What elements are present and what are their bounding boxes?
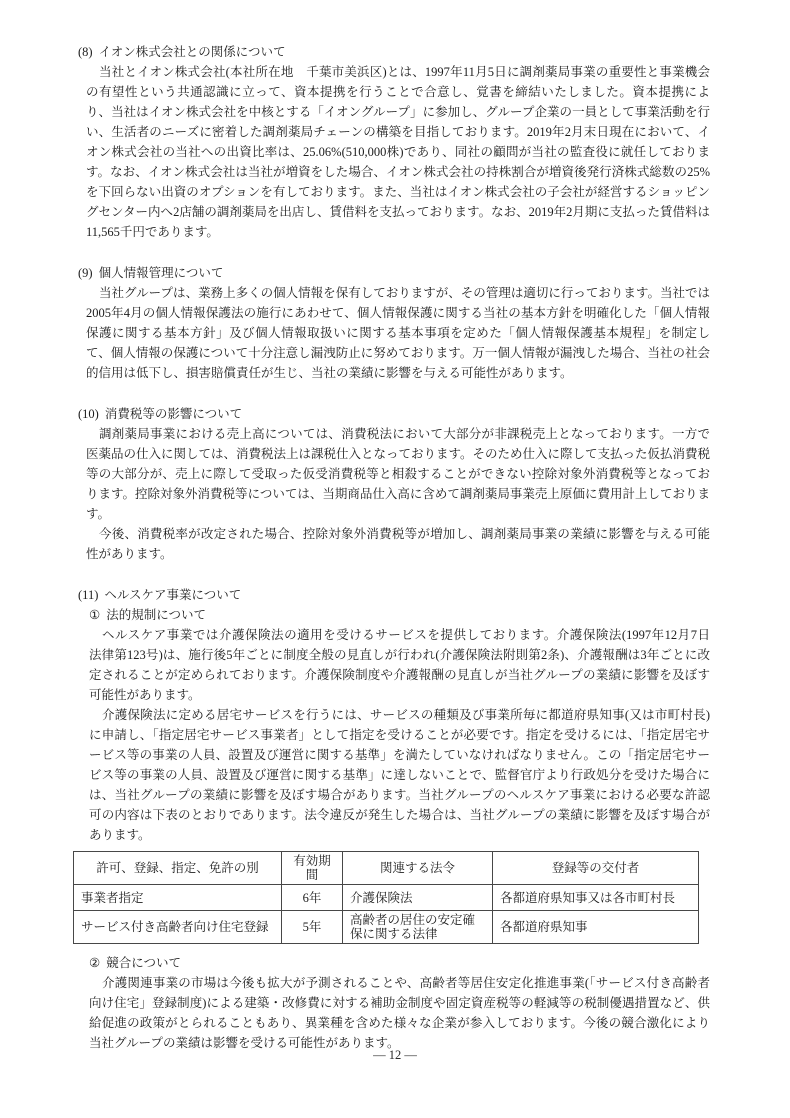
section-heading [78,404,710,424]
table-cell: 高齢者の居住の安定確保に関する法律 [343,911,493,944]
subsection-legal-regulation [89,605,723,845]
table-cell: 各都道府県知事 [493,911,699,944]
table-header-cell: 有効期間 [282,852,343,885]
subsection-title: 法的規制について [106,608,206,622]
table-cell: 介護保険法 [343,885,493,911]
section-10 [78,404,710,564]
subsection-heading [89,953,710,973]
paragraph: 調剤薬局事業における売上高については、消費税法において大部分が非課税売上となっております。一方で医薬品の仕入に関しては、消費税法上は課税仕入となっております。そのため仕入に際して支払った仮払消費税等の大部分が、売上に際して受取った仮受消費税等と相殺することができない控除対象外消費税等となっております。控除対象外消費税等については、当期商品仕入高に含めて調剤薬局事業売上原価に費用計上しております。 [86,427,711,521]
section-title: イオン株式会社との関係について [98,45,286,59]
section-marker: (9) [78,266,93,280]
section-11 [78,585,723,1053]
table-cell: 事業者指定 [74,885,282,911]
paragraph: 介護関連事業の市場は今後も拡大が予測されることや、高齢者等居住安定化推進事業(「サービス付き高齢者向け住宅」登録制度)による建築・改修費に対する補助金制度や固定資産税等の軽減等の税制優遇措置など、供給促進の政策がとられることもあり、異業種を含めた様々な企業が参入しております。今後の競合激化により当社グループの業績は影響を受ける可能性があります。 [89,976,710,1050]
section-title: 個人情報管理について [98,266,224,280]
section-heading [78,263,710,283]
paragraph: 当社とイオン株式会社(本社所在地 千葉市美浜区)とは、1997年11月5日に調剤薬局事業の重要性と事業機会の有望性という共通認識に立って、資本提携を行うことで合意し、覚書を締結いたしました。資本提携により、当社はイオン株式会社を中核とする「イオングループ」に参加し、グループ企業の一員として事業活動を行い、生活者のニーズに密着した調剤薬局チェーンの構築を目指しております。2019年2月末日現在において、イオン株式会社の当社への出資比率は、25.06%(510,000株)であり、同社の顧問が当社の監査役に就任しております。なお、イオン株式会社は当社が増資をした場合、イオン株式会社の持株割合が増資後発行済株式総数の25%を下回らない出資のオプションを有しております。また、当社はイオン株式会社の子会社が経営するショッピングセンター内へ2店舗の調剤薬局を出店し、賃借料を支払っております。なお、2019年2月期に支払った賃借料は11,565千円であります。 [86,65,710,239]
table-header-cell: 関連する法令 [343,852,493,885]
section-8 [78,42,710,242]
subsection-title: 競合について [106,956,181,970]
page-content [78,42,723,1053]
table-cell: 6年 [282,885,343,911]
paragraph: 介護保険法に定める居宅サービスを行うには、サービスの種類及び事業所毎に都道府県知事(又は市町村長)に申請し、「指定居宅サービス事業者」として指定を受けることが必要です。指定を受けるには、「指定居宅サービス等の事業の人員、設置及び運営に関する基準」を満たしていなければなりません。この「指定居宅サービス等の事業の人員、設置及び運営に関する基準」に達しないことで、監督官庁より行政処分を受けた場合には、当社グループの業績に影響を及ぼす場合があります。当社グループのヘルスケア事業における必要な許認可の内容は下表のとおりであります。法令違反が発生した場合は、当社グループの業績に影響を及ぼす場合があります。 [89,708,710,842]
subsection-marker: ① [89,608,101,622]
subsection-heading [89,605,710,625]
license-table [73,851,699,944]
table-header-cell: 許可、登録、指定、免許の別 [74,852,282,885]
paragraph: ヘルスケア事業では介護保険法の適用を受けるサービスを提供しております。介護保険法(1997年12月7日 法律第123号)は、施行後5年ごとに制度全般の見直しが行われ(介護保険法附則第2条)、介護報酬は3年ごとに改定されることが定められております。介護保険制度や介護報酬の見直しが当社グループの業績に影響を及ぼす可能性があります。 [89,628,723,702]
section-heading [78,585,710,605]
table-cell: 5年 [282,911,343,944]
table-header-cell: 登録等の交付者 [493,852,699,885]
section-9 [78,263,710,383]
section-heading [78,42,710,62]
table-row [74,911,699,944]
table-cell: サービス付き高齢者向け住宅登録 [74,911,282,944]
paragraph: 今後、消費税率が改定された場合、控除対象外消費税等が増加し、調剤薬局事業の業績に影響を与える可能性があります。 [86,527,710,561]
section-marker: (11) [78,588,99,602]
subsection-marker: ② [89,956,101,970]
section-title: 消費税等の影響について [104,407,243,421]
section-title: ヘルスケア事業について [104,588,242,602]
table-header-row [74,852,699,885]
section-marker: (8) [78,45,93,59]
page-number: ― 12 ― [373,1048,417,1062]
subsection-competition [89,953,710,1053]
table-row [74,885,699,911]
section-marker: (10) [78,407,99,421]
table-cell: 各都道府県知事又は各市町村長 [493,885,699,911]
paragraph: 当社グループは、業務上多くの個人情報を保有しておりますが、その管理は適切に行っております。当社では2005年4月の個人情報保護法の施行にあわせて、個人情報保護に関する当社の基本方針を明確化した「個人情報保護に関する基本方針」及び個人情報取扱いに関する基本事項を定めた「個人情報保護基本規程」を制定して、個人情報の保護について十分注意し漏洩防止に努めております。万一個人情報が漏洩した場合、当社の社会的信用は低下し、損害賠償責任が生じ、当社の業績に影響を与える可能性があります。 [86,286,710,380]
